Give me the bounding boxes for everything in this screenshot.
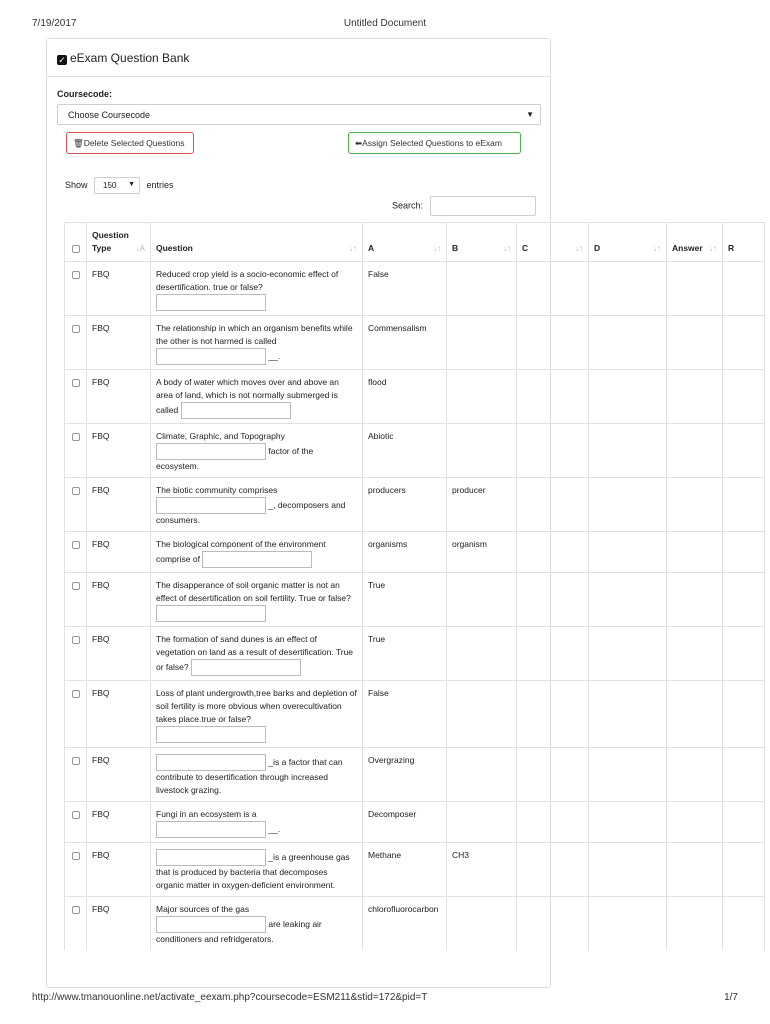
option-d-cell xyxy=(589,262,667,316)
option-d-cell xyxy=(589,424,667,478)
sort-icon: ↓↑ xyxy=(653,244,661,253)
question-type-cell: FBQ xyxy=(87,748,151,802)
answer-blank-input[interactable] xyxy=(156,497,266,514)
header-question[interactable] xyxy=(151,223,363,262)
option-b-cell xyxy=(447,370,517,424)
row-select-checkbox[interactable] xyxy=(72,757,80,765)
document-title: Untitled Document xyxy=(343,18,427,29)
r-cell xyxy=(723,897,765,951)
header-b-label: B xyxy=(452,243,459,253)
coursecode-select[interactable] xyxy=(57,104,541,125)
option-b-cell xyxy=(447,897,517,951)
question-cell xyxy=(151,262,363,316)
table-row xyxy=(65,316,765,370)
answer-cell xyxy=(667,843,723,897)
question-text-after: factor of the ecosystem. xyxy=(156,445,314,471)
answer-blank-input[interactable] xyxy=(156,916,266,933)
sort-icon: ↓↑ xyxy=(709,244,717,253)
question-cell xyxy=(151,627,363,681)
question-type-cell: FBQ xyxy=(87,316,151,370)
question-type-cell: FBQ xyxy=(87,262,151,316)
table-row xyxy=(65,573,765,627)
row-select-cell[interactable] xyxy=(65,897,87,951)
option-c-cell xyxy=(517,681,589,748)
answer-blank-input[interactable] xyxy=(191,659,301,676)
page-length-control xyxy=(65,177,174,194)
option-d-cell xyxy=(589,748,667,802)
option-c-cell xyxy=(517,843,589,897)
option-c-cell xyxy=(517,748,589,802)
row-select-cell[interactable] xyxy=(65,627,87,681)
question-type-cell: FBQ xyxy=(87,478,151,532)
question-text: The formation of sand dunes is an effect of vegetation on land as a result of desertification. True or false? xyxy=(156,634,354,672)
header-r-label: R xyxy=(728,243,735,253)
row-select-cell[interactable] xyxy=(65,370,87,424)
question-text: The relationship in which an organism benefits while the other is not harmed is called xyxy=(156,323,353,346)
answer-cell xyxy=(667,748,723,802)
question-cell xyxy=(151,748,363,802)
r-cell xyxy=(723,681,765,748)
answer-cell xyxy=(667,897,723,951)
sort-icon: ↓↑ xyxy=(433,244,441,253)
question-cell xyxy=(151,532,363,573)
row-select-cell[interactable] xyxy=(65,802,87,843)
show-label: Show xyxy=(65,179,88,190)
question-cell xyxy=(151,843,363,897)
row-select-checkbox[interactable] xyxy=(72,325,80,333)
option-a-cell: chlorofluorocarbon xyxy=(363,897,447,951)
answer-blank-input[interactable] xyxy=(156,849,266,866)
option-d-cell xyxy=(589,802,667,843)
question-cell xyxy=(151,478,363,532)
sort-icon: ↓↑ xyxy=(575,244,583,253)
question-type-cell: FBQ xyxy=(87,843,151,897)
option-a-cell: producers xyxy=(363,478,447,532)
row-select-checkbox[interactable] xyxy=(72,433,80,441)
sort-icon: ↓↑ xyxy=(349,244,357,253)
answer-blank-input[interactable] xyxy=(156,348,266,365)
option-a-cell: False xyxy=(363,681,447,748)
row-select-cell[interactable] xyxy=(65,316,87,370)
check-square-icon: ✓ xyxy=(58,55,66,65)
r-cell xyxy=(723,478,765,532)
panel-title: eExam Question Bank xyxy=(70,51,190,65)
r-cell xyxy=(723,424,765,478)
question-text: The biological component of the environment comprise of xyxy=(156,539,326,564)
header-b[interactable] xyxy=(447,223,517,262)
answer-blank-input[interactable] xyxy=(156,605,266,622)
coursecode-label: Coursecode: xyxy=(57,89,113,99)
option-c-cell xyxy=(517,478,589,532)
option-d-cell xyxy=(589,897,667,951)
entries-label: entries xyxy=(146,179,174,190)
answer-cell xyxy=(667,262,723,316)
option-a-cell: True xyxy=(363,627,447,681)
option-b-cell xyxy=(447,748,517,802)
question-text-after: __. xyxy=(268,350,281,361)
question-type-cell: FBQ xyxy=(87,802,151,843)
print-url: http://www.tmanouonline.net/activate_eexam.php?coursecode=ESM211&stid=172&pid=T xyxy=(32,992,428,1003)
header-d-label: D xyxy=(594,243,601,253)
option-b-cell xyxy=(447,802,517,843)
row-select-checkbox[interactable] xyxy=(72,487,80,495)
option-d-cell xyxy=(589,370,667,424)
question-cell xyxy=(151,370,363,424)
option-a-cell: False xyxy=(363,262,447,316)
answer-blank-input[interactable] xyxy=(156,294,266,311)
answer-cell xyxy=(667,627,723,681)
answer-cell xyxy=(667,370,723,424)
option-c-cell xyxy=(517,532,589,573)
print-header xyxy=(32,18,738,32)
r-cell xyxy=(723,627,765,681)
delete-selected-button[interactable] xyxy=(66,132,194,154)
questions-table-body xyxy=(65,262,765,951)
option-d-cell xyxy=(589,681,667,748)
row-select-checkbox[interactable] xyxy=(72,271,80,279)
option-b-cell: CH3 xyxy=(447,843,517,897)
question-type-cell: FBQ xyxy=(87,532,151,573)
row-select-cell[interactable] xyxy=(65,478,87,532)
coursecode-select-value: Choose Coursecode xyxy=(68,110,151,120)
r-cell xyxy=(723,316,765,370)
question-cell xyxy=(151,802,363,843)
option-a-cell: Commensalism xyxy=(363,316,447,370)
row-select-cell[interactable] xyxy=(65,843,87,897)
table-row xyxy=(65,681,765,748)
question-text: The biotic community comprises xyxy=(156,485,278,495)
table-row xyxy=(65,478,765,532)
option-a-cell: flood xyxy=(363,370,447,424)
answer-cell xyxy=(667,478,723,532)
question-text-after: _is a factor that can contribute to desertification through increased livestock grazing. xyxy=(156,756,343,795)
question-cell xyxy=(151,897,363,951)
table-row xyxy=(65,532,765,573)
option-c-cell xyxy=(517,802,589,843)
question-text: The disapperance of soil organic matter is not an effect of desertification on soil fertility. True or false? xyxy=(156,580,351,603)
row-select-cell[interactable] xyxy=(65,573,87,627)
option-c-cell xyxy=(517,370,589,424)
r-cell xyxy=(723,370,765,424)
page-length-select[interactable] xyxy=(94,177,140,194)
answer-blank-input[interactable] xyxy=(156,754,266,771)
question-type-cell: FBQ xyxy=(87,424,151,478)
question-text: Loss of plant undergrowth,tree barks and depletion of soil fertility is more obvious when overecultivation takes place.true or false? xyxy=(156,688,357,724)
r-cell xyxy=(723,802,765,843)
option-b-cell xyxy=(447,573,517,627)
row-select-cell[interactable] xyxy=(65,424,87,478)
questions-table xyxy=(64,222,765,950)
r-cell xyxy=(723,532,765,573)
answer-blank-input[interactable] xyxy=(202,551,312,568)
header-answer-label: Answer xyxy=(672,243,703,253)
panel-header xyxy=(47,39,550,77)
r-cell xyxy=(723,843,765,897)
row-select-checkbox[interactable] xyxy=(72,541,80,549)
header-a-label: A xyxy=(368,243,375,253)
row-select-checkbox[interactable] xyxy=(72,636,80,644)
header-c[interactable] xyxy=(517,223,589,262)
search-label: Search: xyxy=(392,200,424,211)
option-a-cell: organisms xyxy=(363,532,447,573)
option-c-cell xyxy=(517,897,589,951)
row-select-cell[interactable] xyxy=(65,262,87,316)
answer-cell xyxy=(667,802,723,843)
table-row xyxy=(65,802,765,843)
table-row xyxy=(65,262,765,316)
answer-blank-input[interactable] xyxy=(156,726,266,743)
option-b-cell xyxy=(447,627,517,681)
search-control xyxy=(392,196,536,216)
question-type-cell: FBQ xyxy=(87,897,151,951)
table-row xyxy=(65,843,765,897)
assign-selected-button[interactable] xyxy=(348,132,521,154)
answer-cell xyxy=(667,532,723,573)
answer-blank-input[interactable] xyxy=(156,443,266,460)
print-date: 7/19/2017 xyxy=(32,18,77,29)
row-select-cell[interactable] xyxy=(65,748,87,802)
select-all-checkbox[interactable] xyxy=(72,245,80,253)
option-d-cell xyxy=(589,532,667,573)
option-d-cell xyxy=(589,316,667,370)
option-d-cell xyxy=(589,478,667,532)
question-text: Climate, Graphic, and Topography xyxy=(156,431,285,441)
answer-blank-input[interactable] xyxy=(156,821,266,838)
question-type-cell: FBQ xyxy=(87,573,151,627)
option-a-cell: Overgrazing xyxy=(363,748,447,802)
row-select-checkbox[interactable] xyxy=(72,852,80,860)
search-input[interactable] xyxy=(430,196,536,216)
question-text: Major sources of the gas xyxy=(156,904,250,914)
option-c-cell xyxy=(517,424,589,478)
answer-cell xyxy=(667,316,723,370)
option-a-cell: Abiotic xyxy=(363,424,447,478)
option-a-cell: True xyxy=(363,573,447,627)
question-text-after: are leaking air conditioners and refridgerators. xyxy=(156,918,322,944)
question-text-after: _, decomposers and consumers. xyxy=(156,499,346,525)
header-c-label: C xyxy=(522,243,529,253)
option-b-cell xyxy=(447,262,517,316)
answer-cell xyxy=(667,681,723,748)
row-select-checkbox[interactable] xyxy=(72,582,80,590)
row-select-cell[interactable] xyxy=(65,681,87,748)
answer-blank-input[interactable] xyxy=(181,402,291,419)
question-text: A body of water which moves over and above an area of land, which is not normally submerged is called xyxy=(156,377,339,415)
option-c-cell xyxy=(517,627,589,681)
header-d[interactable] xyxy=(589,223,667,262)
row-select-checkbox[interactable] xyxy=(72,811,80,819)
r-cell xyxy=(723,748,765,802)
sort-icon: ↓↑ xyxy=(503,244,511,253)
arrow-left-icon: ⬅ xyxy=(355,138,363,148)
option-b-cell: producer xyxy=(447,478,517,532)
question-type-cell: FBQ xyxy=(87,370,151,424)
option-b-cell: organism xyxy=(447,532,517,573)
table-row xyxy=(65,370,765,424)
question-text-after: __. xyxy=(268,823,281,834)
row-select-checkbox[interactable] xyxy=(72,906,80,914)
r-cell xyxy=(723,262,765,316)
page-length-value: 150 xyxy=(103,181,117,190)
caret-down-icon: ▼ xyxy=(526,110,534,119)
option-c-cell xyxy=(517,316,589,370)
row-select-checkbox[interactable] xyxy=(72,690,80,698)
option-c-cell xyxy=(517,262,589,316)
header-answer[interactable] xyxy=(667,223,723,262)
option-d-cell xyxy=(589,573,667,627)
question-text: Reduced crop yield is a socio-economic effect of desertification. true or false? xyxy=(156,269,339,292)
print-footer xyxy=(32,992,738,1006)
question-text-after: _is a greenhouse gas that is produced by bacteria that decomposes organic matter in oxygen-deficient environment. xyxy=(156,851,350,890)
question-type-cell: FBQ xyxy=(87,681,151,748)
question-cell xyxy=(151,316,363,370)
question-cell xyxy=(151,424,363,478)
question-type-cell: FBQ xyxy=(87,627,151,681)
header-question-type[interactable] xyxy=(87,223,151,262)
row-select-cell[interactable] xyxy=(65,532,87,573)
row-select-checkbox[interactable] xyxy=(72,379,80,387)
table-row xyxy=(65,424,765,478)
questions-table-wrapper xyxy=(64,222,770,950)
header-r[interactable] xyxy=(723,223,765,262)
option-d-cell xyxy=(589,843,667,897)
table-row xyxy=(65,627,765,681)
sort-asc-icon: ↓A xyxy=(135,244,145,253)
header-a[interactable] xyxy=(363,223,447,262)
answer-cell xyxy=(667,424,723,478)
r-cell xyxy=(723,573,765,627)
table-row xyxy=(65,897,765,951)
select-all-checkbox-cell[interactable] xyxy=(65,223,87,262)
caret-down-icon: ▼ xyxy=(128,181,136,188)
trash-icon: 🗑 xyxy=(73,138,84,148)
question-cell xyxy=(151,573,363,627)
option-d-cell xyxy=(589,627,667,681)
option-b-cell xyxy=(447,681,517,748)
delete-selected-label: Delete Selected Questions xyxy=(83,138,185,148)
header-question-type-label: Question Type xyxy=(92,230,129,253)
answer-cell xyxy=(667,573,723,627)
table-row xyxy=(65,748,765,802)
option-b-cell xyxy=(447,424,517,478)
table-header-row xyxy=(65,223,765,262)
option-b-cell xyxy=(447,316,517,370)
question-text: Fungi in an ecosystem is a xyxy=(156,809,257,819)
header-question-label: Question xyxy=(156,243,193,253)
page-number: 1/7 xyxy=(724,992,738,1003)
question-cell xyxy=(151,681,363,748)
option-a-cell: Decomposer xyxy=(363,802,447,843)
option-a-cell: Methane xyxy=(363,843,447,897)
assign-selected-label: Assign Selected Questions to eExam xyxy=(362,138,502,148)
option-c-cell xyxy=(517,573,589,627)
